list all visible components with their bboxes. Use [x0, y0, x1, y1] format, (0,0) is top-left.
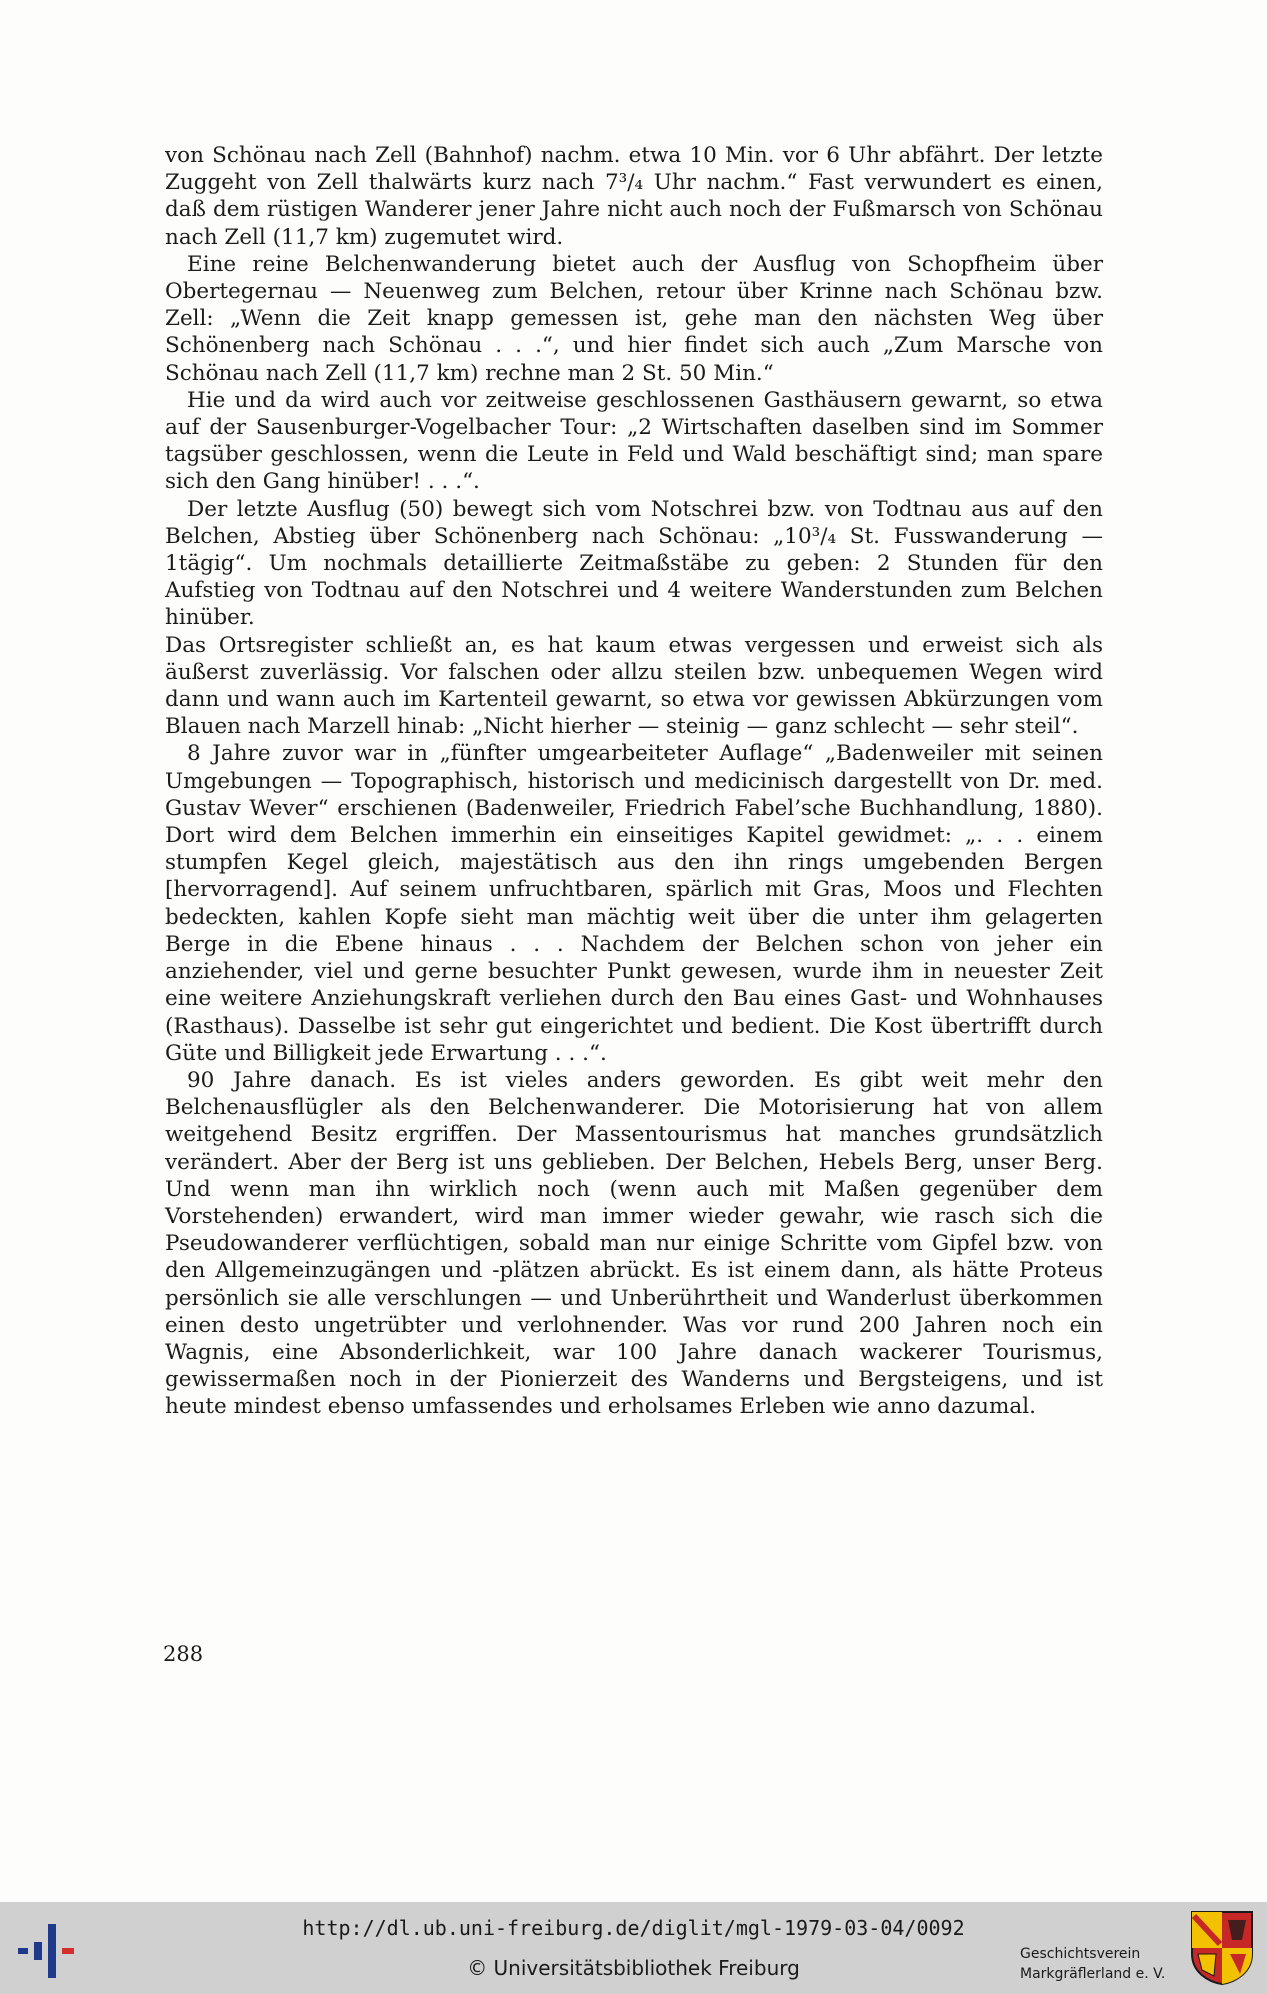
paragraph: 8 Jahre zuvor war in „fünfter umgearbeiteter Auflage“ „Badenweiler mit seinen Umgebungen — Topographisch, historisch und medicinisch dargestellt von Dr. med. Gustav Wever“ erschienen (Badenweiler, Friedrich Fabel’sche Buchhandlung, 1880). Dort wird dem Belchen immerhin ein einseitiges Kapitel gewidmet: „. . . einem stumpfen Kegel gleich, majestätisch aus den ihn rings umgebenden Bergen [hervorragend]. Auf seinem unfruchtbaren, spärlich mit Gras, Moos und Flechten bedeckten, kahlen Kopfe sieht man mächtig weit über die unter ihm gelagerten Berge in die Ebene hinaus . . . Nachdem der Belchen schon von jeher ein anziehender, viel und gerne besuchter Punkt gewesen, wurde ihm in neuester Zeit eine weitere Anziehungskraft verliehen durch den Bau eines Gast- und Wohnhauses (Rasthaus). Dasselbe ist sehr gut eingerichtet und bedient. Die Kost übertrifft durch Güte und Billigkeit jede Erwartung . . .“. — [165, 741, 1103, 1066]
paragraph: Eine reine Belchenwanderung bietet auch der Ausflug von Schopfheim über Obertegernau — Neuenweg zum Belchen, retour über Krinne nach Schönau bzw. Zell: „Wenn die Zeit knapp gemessen ist, gehe man den nächsten Weg über Schönenberg nach Schönau . . .“, und hier findet sich auch „Zum Marsche von Schönau nach Zell (11,7 km) rechne man 2 St. 50 Min.“ — [165, 251, 1103, 386]
permalink-url[interactable]: http://dl.ub.uni-freiburg.de/diglit/mgl-1979-03-04/0092 — [302, 1916, 965, 1940]
body-text — [165, 142, 1103, 1421]
society-name — [1020, 1944, 1165, 1984]
copyright-notice: © Universitätsbibliothek Freiburg — [467, 1956, 800, 1980]
society-name-line2: Markgräflerland e. V. — [1020, 1966, 1166, 1982]
paragraph: Das Ortsregister schließt an, es hat kaum etwas vergessen und erweist sich als äußerst zuverlässig. Vor falschen oder allzu steilen bzw. unbequemen Wegen wird dann und wann auch im Kartenteil gewarnt, so etwa vor gewissen Abkürzungen vom Blauen nach Marzell hinab: „Nicht hierher — steinig — ganz schlecht — sehr steil“. — [165, 632, 1103, 740]
viewer-footer — [0, 1902, 1267, 1994]
paragraph: Der letzte Ausflug (50) bewegt sich vom Notschrei bzw. von Todtnau aus auf den Belchen, Abstieg über Schönenberg nach Schönau: „10³/₄ St. Fusswanderung — 1tägig“. Um nochmals detaillierte Zeitmaßstäbe zu geben: 2 Stunden für den Aufstieg von Todtnau auf den Notschrei und 4 weitere Wanderstunden zum Belchen hinüber. — [165, 496, 1103, 631]
coat-of-arms-icon — [1190, 1910, 1254, 1986]
society-name-line1: Geschichtsverein — [1020, 1946, 1141, 1962]
paragraph: von Schönau nach Zell (Bahnhof) nachm. etwa 10 Min. vor 6 Uhr abfährt. Der letzte Zuggeht von Zell thalwärts kurz nach 7³/₄ Uhr nachm.“ Fast verwundert es einen, daß dem rüstigen Wanderer jener Jahre nicht auch noch der Fußmarsch von Schönau nach Zell (11,7 km) zugemutet wird. — [165, 143, 1103, 250]
paragraph: Hie und da wird auch vor zeitweise geschlossenen Gasthäusern gewarnt, so etwa auf der Sausenburger-Vogelbacher Tour: „2 Wirtschaften daselben sind im Sommer tagsüber geschlossen, wenn die Leute in Feld und Wald beschäftigt sind; man spare sich den Gang hinüber! . . .“. — [165, 387, 1103, 495]
page-number: 288 — [163, 1642, 204, 1666]
paragraph: 90 Jahre danach. Es ist vieles anders geworden. Es gibt weit mehr den Belchenausflügler als den Belchenwanderer. Die Motorisierung hat von allem weitgehend Besitz ergriffen. Der Massentourismus hat manches grundsätzlich verändert. Aber der Berg ist uns geblieben. Der Belchen, Hebels Berg, unser Berg. Und wenn man ihn wirklich noch (wenn auch mit Maßen gegenüber dem Vorstehenden) erwandert, wird man immer wieder gewahr, wie rasch sich die Pseudowanderer verflüchtigen, sobald man nur einige Schritte vom Gipfel bzw. von den Allgemeinzugängen und -plätzen abrückt. Es ist einem dann, als hätte Proteus persönlich sie alle verschlungen — und Unberührtheit und Wanderlust überkommen einen desto ungetrübter und verlohnender. Was vor rund 200 Jahren noch ein Wagnis, eine Absonderlichkeit, war 100 Jahre danach wackerer Tourismus, gewissermaßen noch in der Pionierzeit des Wanderns und Bergsteigens, und ist heute mindest ebenso umfassendes und erholsames Erleben wie anno dazumal. — [165, 1067, 1103, 1420]
